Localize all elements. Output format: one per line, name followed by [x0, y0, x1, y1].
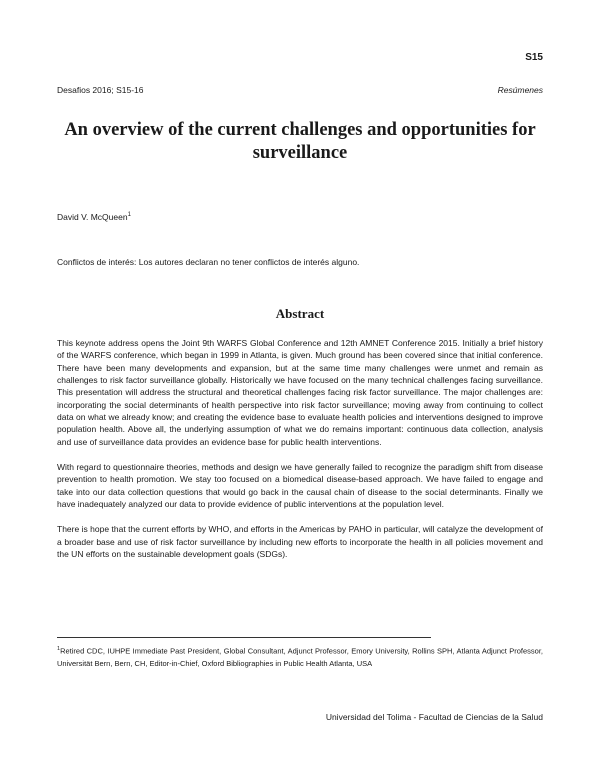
- abstract-paragraph: There is hope that the current efforts by WHO, and efforts in the Americas by PAHO in particular, will catalyze the development of a broader base and use of risk factor surveillance by including new efforts to incorporate the health in all policies movement and the UN efforts on the sustainable development goals (SDGs).: [57, 524, 543, 560]
- footnote-mark: 1: [57, 646, 61, 652]
- article-title: An overview of the current challenges and opportunities for surveillance: [64, 120, 536, 163]
- journal-reference: Desafios 2016; S15-16: [57, 85, 144, 95]
- author-name: David V. McQueen: [57, 212, 128, 222]
- author-line: [57, 212, 131, 222]
- footnote: [57, 643, 543, 671]
- footnote-divider: [57, 637, 431, 638]
- page-number: S15: [525, 52, 543, 63]
- abstract-body: [57, 337, 543, 574]
- abstract-paragraph: This keynote address opens the Joint 9th WARFS Global Conference and 12th AMNET Conference 2015. Initially a brief history of the WARFS conference, which began in 1999 in Atlanta, is given. Much ground has been covered since that initial conference. There have been many developments and expansion, but at the same time many challenges were unmet and remain as challenges to risk factor surveillance globally. Historically we have focused on the many technical challenges facing surveillance. This presentation will address the structural and theoretical challenges facing risk factor surveillance. The major challenges are: incorporating the social determinants of health perspective into risk factor surveillance; moving away from continuing to collect data on what we already know; and creating the evidence base to evaluate health policies and interventions designed to improve population health. Above all, the underlying assumption of what we do remains important: continuous data collection, analysis and use of surveillance data provides an evidence base for public health interventions.: [57, 338, 543, 447]
- section-label: Resúmenes: [497, 85, 543, 95]
- conflicts-statement: Conflictos de interés: Los autores declaran no tener conflictos de interés alguno.: [57, 257, 360, 267]
- footnote-text: Retired CDC, IUHPE Immediate Past President, Global Consultant, Adjunct Professor, Emory University, Rollins SPH, Atlanta Adjunct Professor, Universität Bern, Bern, CH, Editor-in-Chief, Oxford Bibliographies in Public Health Atlanta, USA: [57, 646, 543, 668]
- author-footnote-mark: 1: [127, 212, 131, 219]
- abstract-paragraph: With regard to questionnaire theories, methods and design we have generally failed to recognize the paradigm shift from disease prevention to health promotion. We stay too focused on a biomedical disease-based approach. We have failed to engage and take into our data collection questions that would go back in the causal chain of disease to the social determinants. Finally we have inadequately analyzed our data to provide evidence of public interventions at the population level.: [57, 462, 543, 510]
- footer-institution: Universidad del Tolima - Facultad de Ciencias de la Salud: [325, 712, 543, 722]
- abstract-heading: Abstract: [275, 306, 325, 321]
